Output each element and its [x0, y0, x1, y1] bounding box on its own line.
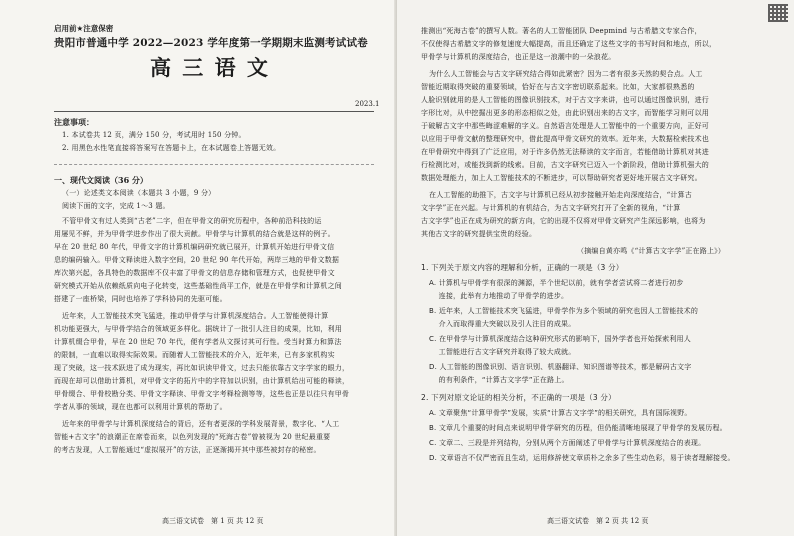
paragraph-line: 在人工智能的助推下，古文字与计算机已经从初步接触开始走向深度结合，“计算古 — [429, 191, 692, 199]
paragraph-line: 智能+古文字”的浪潮正在席卷而来，以色列发现的“死海古卷”曾被视为 20 世纪最重要 — [54, 433, 331, 441]
paragraph-line: 其他古文字的研究提供宝贵的经验。 — [421, 230, 537, 238]
paragraph-line: 不管甲骨文有过人类到“古老”二字，但在甲骨文的研究历程中，各种前沿科技的运 — [62, 217, 322, 225]
page-footer: 高三语文试卷 第 2 页 共 12 页 — [547, 517, 649, 525]
paragraph-line: 近年来的甲骨学与计算机深度结合的背后，还有者更深的学科发展背景，数字化、“人工 — [62, 420, 340, 428]
subject-title: 高 三 语 文 — [150, 55, 270, 80]
notice-item: 2. 用黑色水性笔直接将答案写在答题卡上，在本试题卷上答题无效。 — [62, 144, 281, 152]
option-line: 的有利条件，“计算古文字学”正在路上。 — [429, 376, 569, 384]
question-1: 1. 下列关于原文内容的理解和分析，正确的一项是（3 分） — [421, 263, 624, 272]
paragraph-line: 现了突破，这一技术跃进了成为现实，再比如识读甲骨文，过去只能依靠古文字学家的眼力， — [54, 364, 350, 372]
paragraph-line: 于破解古文字中那些晦涩难解的字义。自然语言处理是人工智能中的一个重要方向，正好可 — [421, 122, 709, 130]
paragraph-line: 推测出“死海古卷”的撰写人数。著名的人工智能团队 Deepmind 与古希腊文专家合作， — [421, 27, 702, 35]
section-title: 一、现代文阅读（36 分） — [54, 175, 148, 185]
paragraph-line: 库次第兴起，各具特色的数据库不仅丰富了甲骨文的信息存储和管理方式，也促使甲骨文 — [54, 269, 335, 277]
paragraph-line: 行检测比对，或能找到新的线索。目前，古文字研究已迈入一个新阶段，借助计算机强大的 — [421, 161, 709, 169]
paragraph-line: 的考古发现，人工智能通过“虚拟展开”的方法，正逐渐揭开其中那些被封存的秘密。 — [54, 446, 321, 454]
subsection-title: （一）论述类文本阅读（本题共 3 小题，9 分） — [62, 189, 216, 197]
exam-title: 贵阳市普通中学 2022—2023 学年度第一学期期末监测考试试卷 — [54, 37, 368, 49]
paragraph-line: 机功能更强大，与甲骨学结合的领域更多样化。据统计了一批引人注目的成果，比如，利用 — [54, 325, 342, 333]
instruction: 阅读下面的文字，完成 1～3 题。 — [62, 202, 170, 210]
header-rule — [54, 111, 374, 112]
option-line: 工智能进行古文字研究并取得了较大成就。 — [429, 348, 576, 356]
paragraph-line: 早在 20 世纪 80 年代，甲骨文字的计算机编码研究就已展开，计算机开始进行甲骨文信 — [54, 243, 335, 251]
paragraph-line: 古文字学”也正在成为研究的新方向，它的出现不仅将对甲骨文研究产生深远影响，也将为 — [421, 217, 706, 225]
paragraph-line: 人脸识别就用的是人工智能的图像识别技术，对于古文字来讲，也可以通过图像识别，进行 — [421, 96, 709, 104]
paragraph-line: 甲骨缀合、甲骨校勘分类、甲骨文字释读、甲骨文字考释检测等等，这些也正是以往只有甲骨 — [54, 390, 350, 398]
source-citation: （摘编自黄亦鸣《“计算古文字学”正在路上》） — [577, 247, 726, 255]
paragraph-line: 息的编码输入。甲骨文释读进入数字空间，20 世纪 90 年代开始，两岸三地的甲骨文数据 — [54, 256, 340, 264]
paragraph-line: 甲骨学与计算机的深度结合，也正是这一浪潮中的一朵浪花。 — [421, 53, 616, 61]
paragraph-line: 为什么人工智能会与古文字研究结合得如此紧密？因为二者有很多天然的契合点。人工 — [429, 70, 703, 78]
paragraph-line: 字形比对，从中挖掘出更多的形态相似之处，由此识别出来的古文字，而智能学习则可以用 — [421, 109, 709, 117]
option-line: A. 文章聚焦“计算甲骨学”发展，实质“计算古文字学”的相关研究，具有国际视野。 — [429, 409, 692, 417]
paragraph-line: 学者从事的领域，现在也都可以利用计算机的帮助了。 — [54, 403, 227, 411]
notice-title: 注意事项： — [54, 117, 94, 127]
option-line: 连接，此举有力地推动了甲骨学的进步。 — [429, 292, 569, 300]
paragraph-line: 研究模式开始从依赖纸质向电子化转变，这些基础性尚平工作，就是在甲骨学和计算机之间 — [54, 282, 342, 290]
right-page — [397, 0, 794, 536]
paragraph-line: 近年来，人工智能技术突飞猛进，推动甲骨学与计算机深度结合。人工智能使得计算 — [62, 312, 329, 320]
paragraph-line: 不仅使得古希腊文字的修复速度大幅提高，而且还确定了这些文字的书写时间和地点，所以， — [421, 40, 717, 48]
divider — [54, 164, 374, 165]
paragraph-line: 智能近期取得突破的重要领域，恰好在与古文字密切联系起来。比如，大家都很熟悉的 — [421, 83, 695, 91]
paragraph-line: 的限制，一直难以取得实际效果。而随着人工智能技术的介入，近年来，已有多家机构实 — [54, 351, 335, 359]
option-line: B. 文章几个重要的时间点来说明甲骨学研究的历程，但仍能清晰地展现了甲骨学的发展历程。 — [429, 424, 727, 432]
option-line: D. 文章语言不仅严密而且生动，运用修辞使文章质朴之余多了些生动色彩，易于读者理解接受。 — [429, 454, 735, 462]
paragraph-line: 搭建了一座桥梁，同时也培养了学科协同的先驱可能。 — [54, 295, 227, 303]
paragraph-line: 计算机缀合甲骨，早在 20 世纪 70 年代，便有学者从文探讨其可行性。受当时算力和算法 — [54, 338, 342, 346]
paragraph-line: 文字学”正在兴起。与计算机的有机结合，为古文字研究打开了全新的视角，“计算 — [421, 204, 681, 212]
qr-code-icon — [768, 4, 788, 22]
option-line: D. 人工智能的图像识别、语言识别、机器翻译、知识图谱等技术，都是解码古文字 — [429, 363, 692, 371]
paragraph-line: 而现在却可以借助计算机，对甲骨文字的拓片中的字符加以识别，由计算机给出可能的释读， — [54, 377, 350, 385]
paragraph-line: 用屡见不鲜，并为甲骨学进步作出了很大贡献。甲骨学与计算机的结合就是这样的例子。 — [54, 230, 335, 238]
option-line: C. 文章二、三段是并列结构，分别从两个方面阐述了甲骨学与计算机深度结合的表现。 — [429, 439, 706, 447]
question-2: 2. 下列对原文论证的相关分析，不正确的一项是（3 分） — [421, 393, 616, 402]
paragraph-line: 数据处理能力，加上人工智能技术的不断进步，可以帮助研究者更好地开展古文字研究。 — [421, 174, 702, 182]
paragraph-line: 以应用于甲骨文献的整理研究中，借此提高甲骨文研究的效率。近年来，大数据检索技术也 — [421, 135, 709, 143]
option-line: B. 近年来，人工智能技术突飞猛进，甲骨学作为多个领域的研究也因人工智能技术的 — [429, 307, 699, 315]
paragraph-line: 在甲骨研究中得到了广泛应用，对于许多仍然无法释读的文字而言，若能借助计算机对其进 — [421, 148, 709, 156]
notice-item: 1. 本试卷共 12 页，满分 150 分，考试用时 150 分钟。 — [62, 131, 246, 139]
option-line: C. 在甲骨学与计算机深度结合这种研究形式的影响下，国外学者也开始探索利用人 — [429, 335, 691, 343]
page-footer: 高三语文试卷 第 1 页 共 12 页 — [162, 517, 264, 525]
option-line: 介入而取得重大突破以及引人注目的成果。 — [429, 320, 576, 328]
exam-date: 2023.1 — [355, 100, 380, 108]
confidential-label: 启用前★注意保密 — [54, 24, 114, 33]
option-line: A. 计算机与甲骨学有很深的渊源，半个世纪以前，就有学者尝试将二者进行初步 — [429, 279, 684, 287]
